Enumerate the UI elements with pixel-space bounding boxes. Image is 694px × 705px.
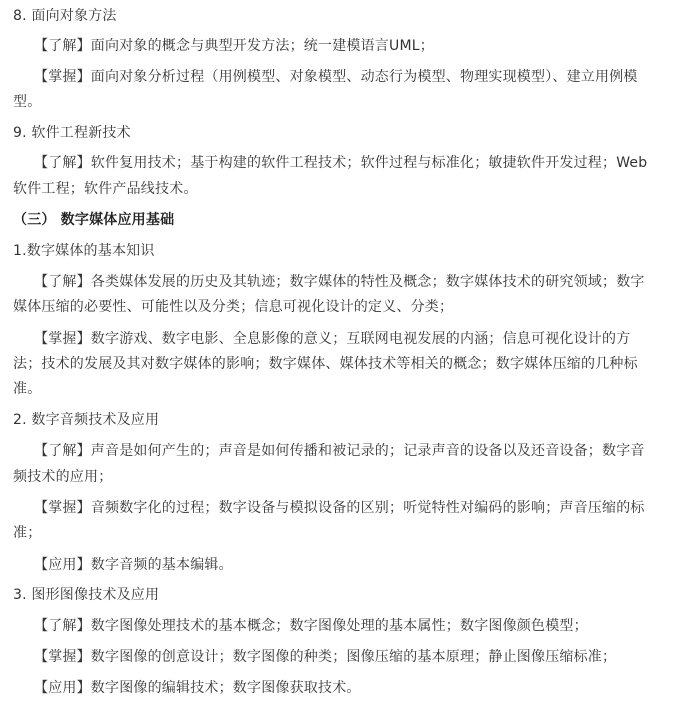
paragraph-line: 【掌握】音频数字化的过程；数字设备与模拟设备的区别；听觉特性对编码的影响；声音压缩的标 [34,500,645,516]
section-title-digital-media: （三） 数字媒体应用基础 [13,212,175,228]
paragraph-line: 频技术的应用； [13,469,113,485]
heading-digital-media-basics: 1.数字媒体的基本知识 [13,243,155,259]
heading-graphics-image: 3. 图形图像技术及应用 [13,587,160,603]
paragraph-line: 【了解】面向对象的概念与典型开发方法；统一建模语言UML； [34,38,434,54]
paragraph-line: 准； [13,525,42,541]
paragraph-line: 准。 [13,381,42,397]
paragraph-line: 媒体压缩的必要性、可能性以及分类；信息可视化设计的定义、分类； [13,299,454,315]
paragraph-line: 【掌握】数字图像的创意设计；数字图像的种类；图像压缩的基本原理；静止图像压缩标准； [34,649,617,665]
paragraph-line: 【掌握】数字游戏、数字电影、全息影像的意义；互联网电视发展的内涵；信息可视化设计的方 [34,331,631,347]
paragraph-line: 【了解】软件复用技术；基于构建的软件工程技术；软件过程与标准化；敏捷软件开发过程；Web [34,155,648,171]
paragraph-line: 【了解】声音是如何产生的；声音是如何传播和被记录的；记录声音的设备以及还音设备；数字音 [34,443,645,459]
paragraph-line: 【应用】数字图像的编辑技术；数字图像获取技术。 [34,680,361,696]
paragraph-line: 型。 [13,94,42,110]
heading-digital-audio: 2. 数字音频技术及应用 [13,412,160,428]
paragraph-line: 【掌握】面向对象分析过程（用例模型、对象模型、动态行为模型、物理实现模型）、建立用例模 [34,69,638,85]
paragraph-line: 法；技术的发展及其对数字媒体的影响；数字媒体、媒体技术等相关的概念；数字媒体压缩的几种标 [13,356,638,372]
heading-oop-methods: 8. 面向对象方法 [13,8,117,24]
paragraph-line: 【应用】数字音频的基本编辑。 [34,557,233,573]
heading-software-engineering-new-tech: 9. 软件工程新技术 [13,125,131,141]
paragraph-line: 【了解】数字图像处理技术的基本概念；数字图像处理的基本属性；数字图像颜色模型； [34,618,588,634]
paragraph-line: 软件工程；软件产品线技术。 [13,181,198,197]
paragraph-line: 【了解】各类媒体发展的历史及其轨迹；数字媒体的特性及概念；数字媒体技术的研究领域；数字 [34,274,645,290]
